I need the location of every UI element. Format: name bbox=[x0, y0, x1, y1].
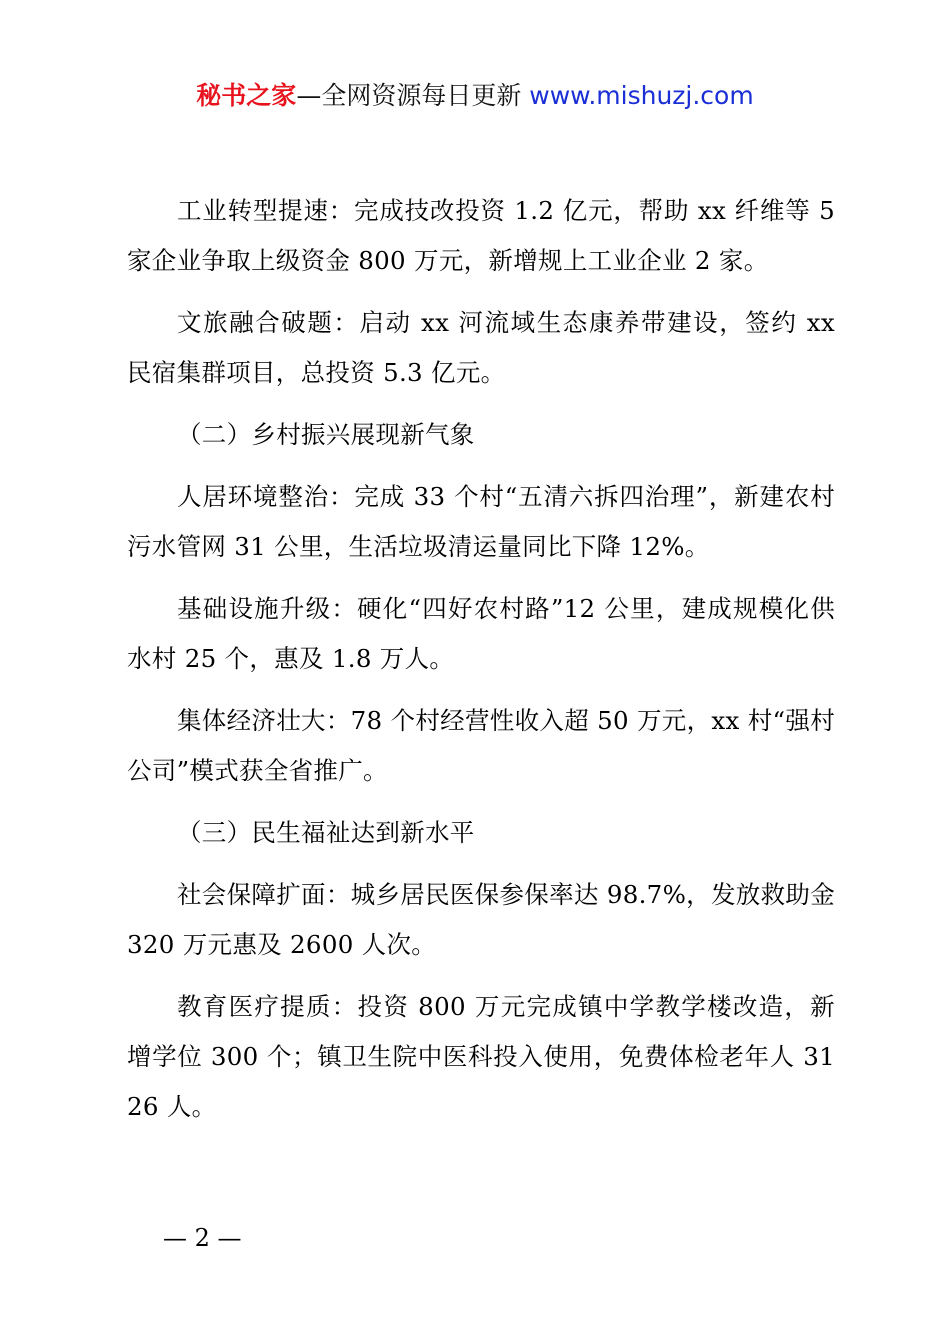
paragraph-industry: 工业转型提速：完成技改投资 1.2 亿元，帮助 xx 纤维等 5 家企业争取上级资金 800 万元，新增规上工业企业 2 家。 bbox=[127, 196, 835, 275]
paragraph-living-environment: 人居环境整治：完成 33 个村“五清六拆四治理”，新建农村污水管网 31 公里，生活垃圾清运量同比下降 12%。 bbox=[127, 482, 835, 561]
site-header bbox=[0, 78, 950, 114]
section-heading-livelihood: （三）民生福祉达到新水平 bbox=[177, 818, 475, 847]
brand-name: 秘书之家 bbox=[196, 81, 297, 110]
paragraph-infrastructure: 基础设施升级：硬化“四好农村路”12 公里，建成规模化供水村 25 个，惠及 1.8 万人。 bbox=[127, 594, 835, 673]
paragraph-collective-economy: 集体经济壮大：78 个村经营性收入超 50 万元，xx 村“强村公司”模式获全省推广。 bbox=[127, 706, 835, 785]
paragraph-social-security: 社会保障扩面：城乡居民医保参保率达 98.7%，发放救助金 320 万元惠及 2600 人次。 bbox=[127, 880, 835, 959]
paragraph-education-health: 教育医疗提质：投资 800 万元完成镇中学教学楼改造，新增学位 300 个；镇卫生院中医科投入使用，免费体检老年人 3126 人。 bbox=[127, 992, 835, 1121]
section-heading-rural-revitalization: （二）乡村振兴展现新气象 bbox=[177, 420, 475, 449]
site-url-link[interactable]: www.mishuzj.com bbox=[529, 81, 754, 110]
header-tagline: —全网资源每日更新 bbox=[296, 81, 522, 110]
page-number: — 2 — bbox=[163, 1224, 242, 1252]
document-body bbox=[127, 186, 835, 1144]
paragraph-culture-tourism: 文旅融合破题：启动 xx 河流域生态康养带建设，签约 xx 民宿集群项目，总投资 5.3 亿元。 bbox=[127, 308, 835, 387]
